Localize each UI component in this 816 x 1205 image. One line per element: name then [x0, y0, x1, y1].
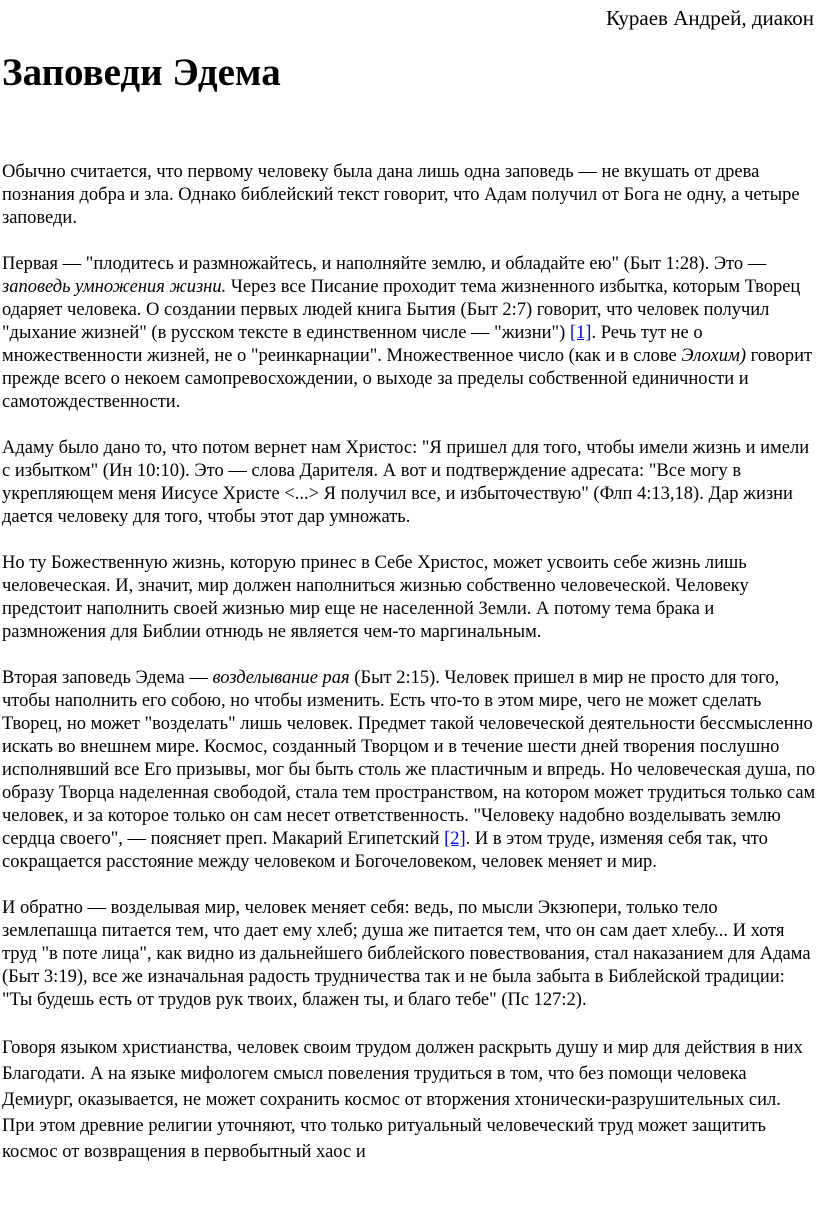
paragraph-work-changes-self: И обратно — возделывая мир, человек меняет себя: ведь, по мысли Экзюпери, только тело землепашца питается тем, что дает ему хлеб; душа же питается тем, что он сам дает хлебу... И хотя труд "в поте лица", как видно из дальнейшего библейского повествования, стал наказанием для Адама (Быт 3:19), все же изначальная радость трудничества так и не была забыта в Библейской традиции: "Ты будешь есть от трудов рук твоих, блажен ты, и благо тебе" (Пс 127:2).: [2, 898, 811, 1010]
paragraph-divine-life: Но ту Божественную жизнь, которую принес в Себе Христос, может усвоить себе жизнь лишь человеческая. И, значит, мир должен наполниться жизнью собственно человеческой. Человеку предстоит наполнить своей жизнью мир еще не населенной Земли. А потому тема брака и размножения для Библии отнюдь не является чем-то маргинальным.: [2, 553, 749, 642]
article-title: Заповеди Эдема: [2, 51, 281, 94]
paragraph-intro: Обычно считается, что первому человеку была дана лишь одна заповедь — не вкушать от древа познания добра и зла. Однако библейский текст говорит, что Адам получил от Бога не одну, а четыре заповеди.: [2, 162, 800, 228]
paragraph-second-commandment: [2, 667, 816, 874]
paragraph-text: говорит прежде всего о некоем самопревосхождении, о выходе за пределы собственной единичности и самотождественности.: [2, 346, 813, 412]
paragraph-text: Через все Писание проходит тема жизненного избытка, которым Творец одаряет человека. О создании первых людей книга Бытия (Быт 2:7) говорит, что человек получил "дыхание жизней" (в русском тексте в единственном числе — "жизни"): [2, 277, 801, 343]
paragraph-text: Первая — "плодитесь и размножайтесь, и наполняйте землю, и обладайте ею" (Быт 1:28). Это —: [2, 254, 767, 274]
article-body: [2, 161, 816, 1188]
author-name: Кураев Андрей, диакон: [605, 6, 814, 30]
emphasis-text: возделывание рая: [212, 668, 350, 688]
paragraph-first-commandment: [2, 253, 816, 414]
paragraph-text: . Речь тут не о множественности жизней, не о "реинкарнации". Множественное число (как и в слове: [2, 323, 703, 366]
footnote-link-1[interactable]: [1]: [569, 323, 592, 343]
footnote-link-2[interactable]: [2]: [444, 829, 466, 849]
paragraph-adam-gift: Адаму было дано то, что потом вернет нам Христос: "Я пришел для того, чтобы имели жизнь и имели с избытком" (Ин 10:10). Это — слова Дарителя. А вот и подтверждение адресата: "Все могу в укрепляющем меня Иисусе Христе <...> Я получил все, и избыточествую" (Флп 4:13,18). Дар жизни дается человеку для того, чтобы этот дар умножать.: [2, 438, 810, 527]
emphasis-text: заповедь умножения жизни.: [2, 277, 227, 297]
paragraph-christian-language: Говоря языком христианства, человек своим трудом должен раскрыть душу и мир для действия в них Благодати. А на языке мифологем смысл повеления трудиться в том, что без помощи человека Демиург, оказывается, не может сохранить космос от вторжения хтонически-разрушительных сил. При этом древние религии уточняют, что только ритуальный человеческий труд может защитить космос от возвращения в первобытный хаос и: [2, 1038, 803, 1162]
emphasis-text: Элохим): [681, 346, 746, 366]
paragraph-text: (Быт 2:15). Человек пришел в мир не просто для того, чтобы наполнить его собою, но чтобы изменить. Есть что-то в этом мире, чего не может сделать Творец, но может "возделать" лишь человек. Предмет такой человеческой деятельности бессмысленно искать во внешнем мире. Космос, созданный Творцом и в течение шести дней творения послушно исполнявший все Его призывы, мог бы быть столь же пластичным и впредь. Но человеческая душа, по образу Творца наделенная свободой, стала тем пространством, на котором может трудиться только сам человек, и за которое только он сам несет ответственность. "Человеку надобно возделывать землю сердца своего", — поясняет преп. Макарий Египетский: [2, 668, 816, 849]
paragraph-text: . И в этом труде, изменяя себя так, что сокращается расстояние между человеком и Богочеловеком, человек меняет и мир.: [2, 829, 768, 872]
paragraph-text: Вторая заповедь Эдема —: [2, 668, 213, 688]
